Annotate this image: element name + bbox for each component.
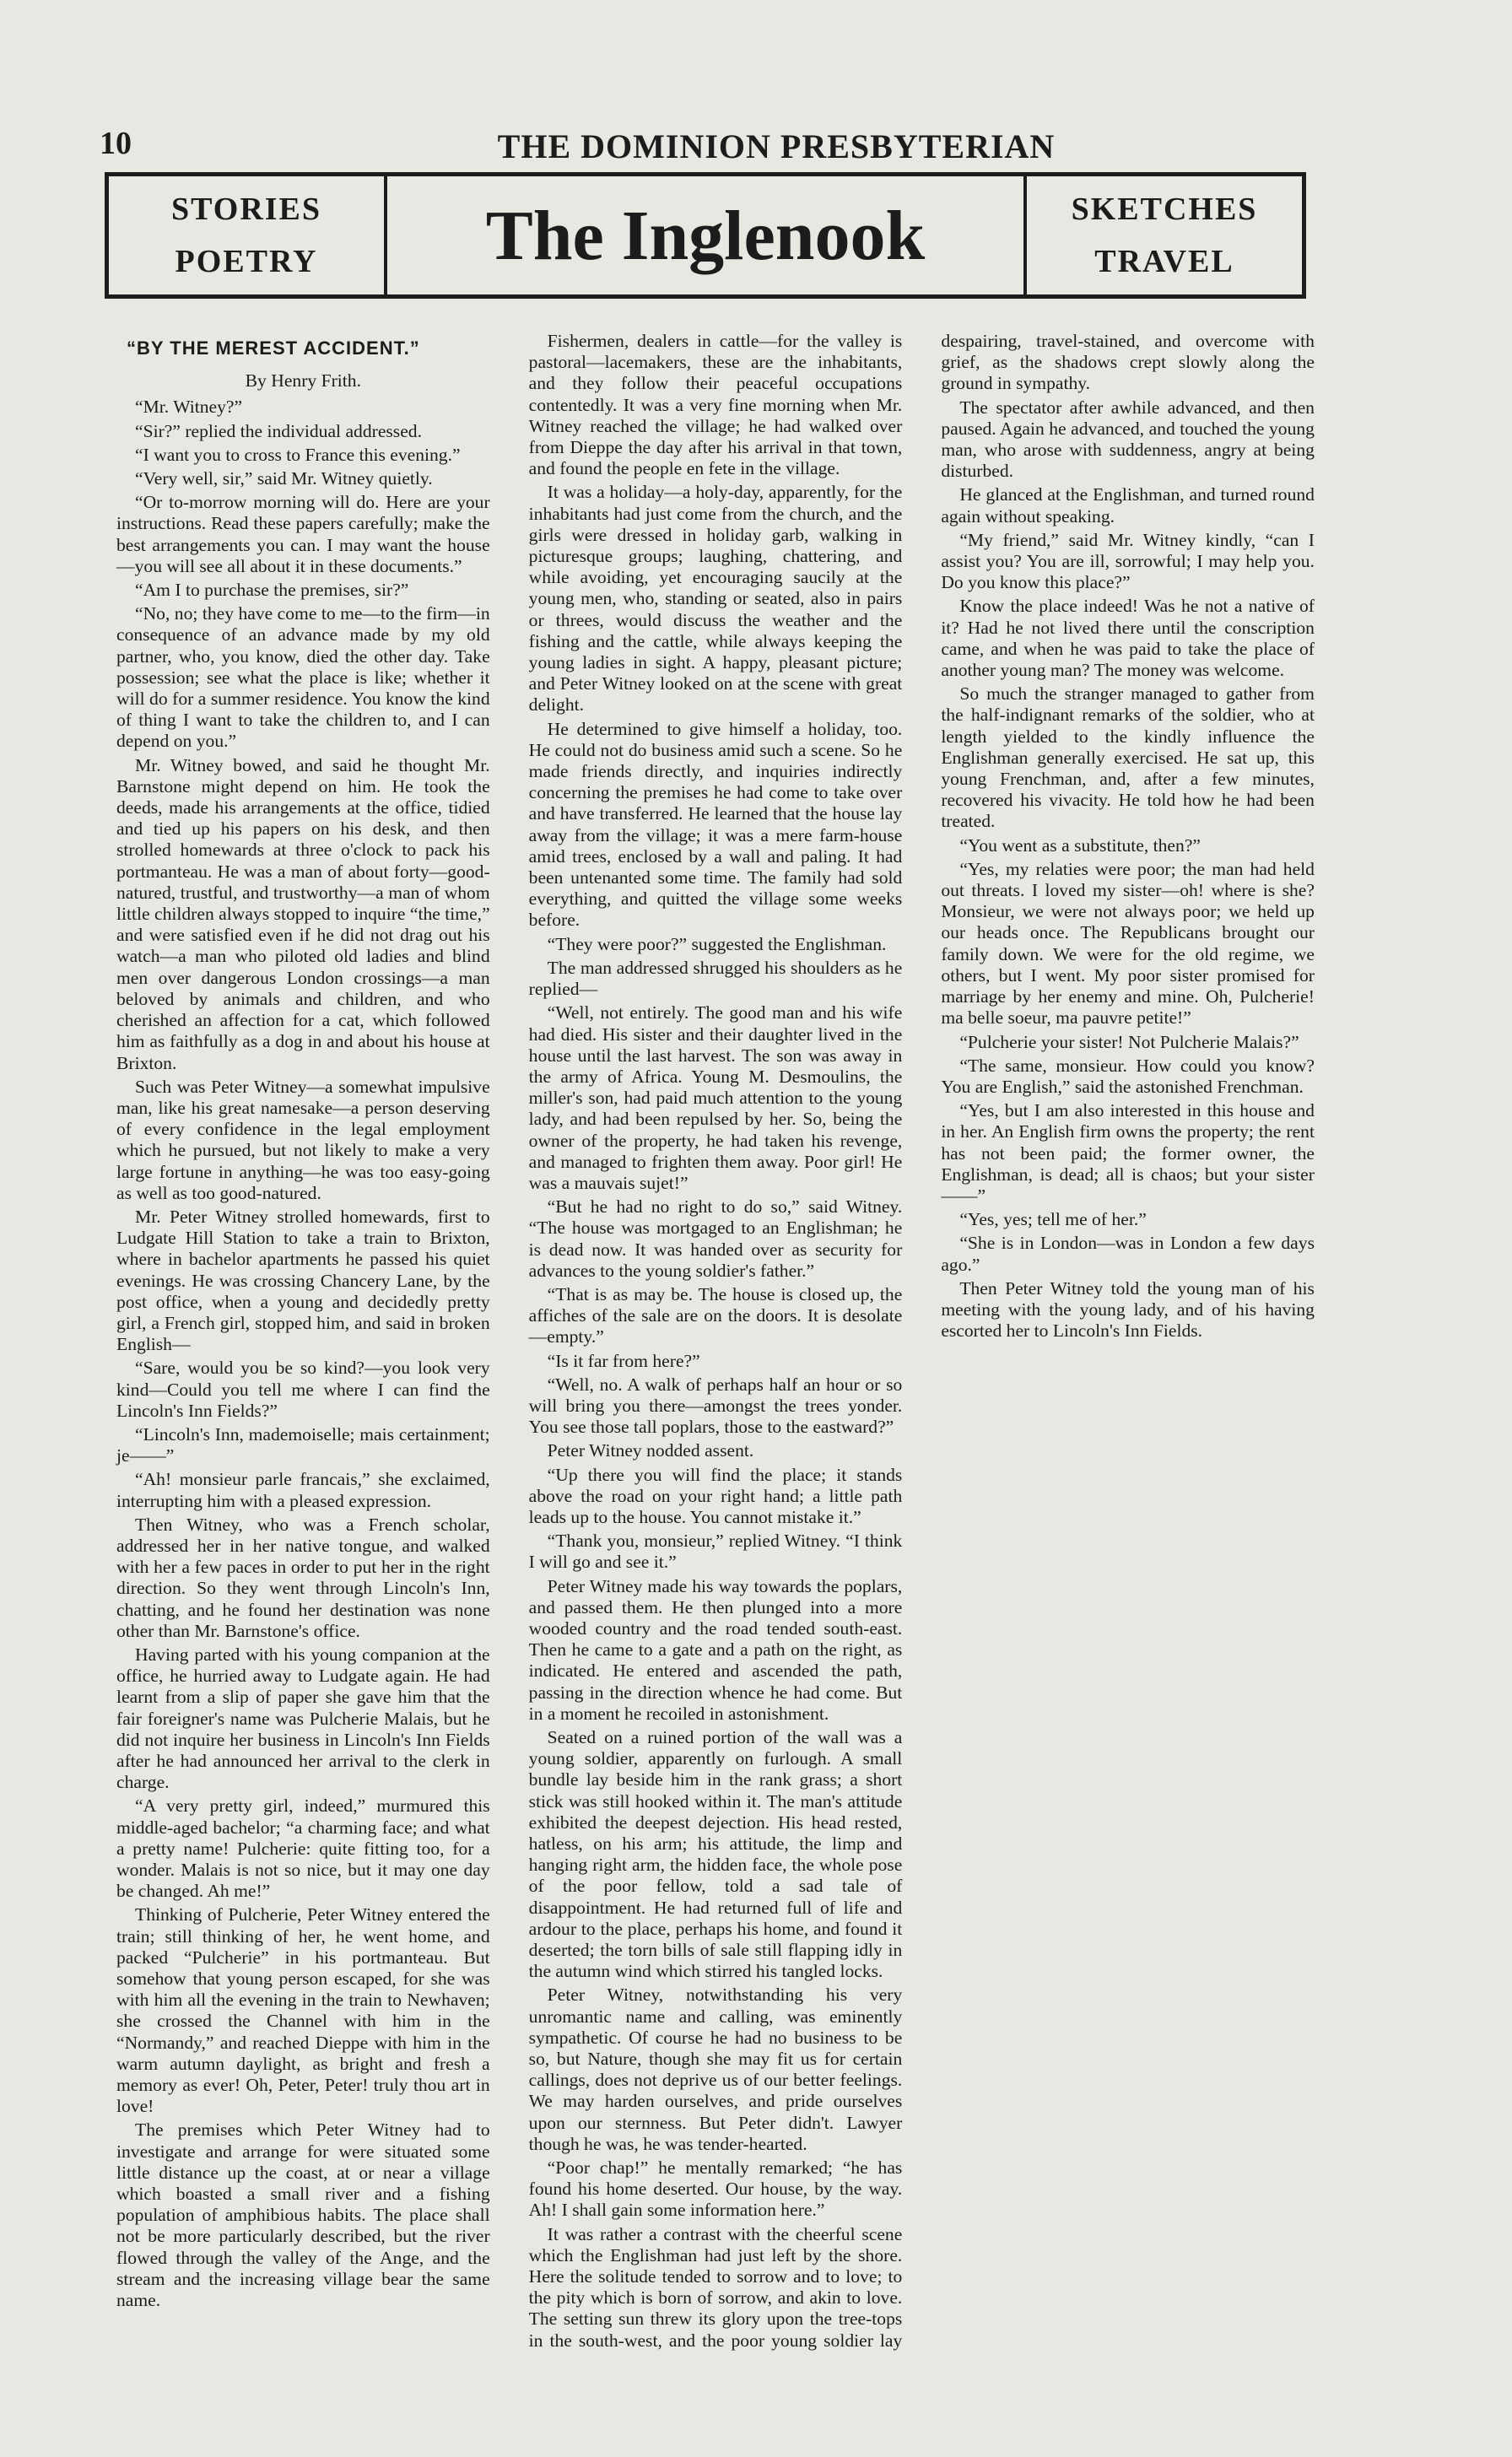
article-paragraph: Mr. Peter Witney strolled homewards, first to Ludgate Hill Station to take a train to Brixton, where in bachelor apartments he passed his quiet evenings. He was crossing Chancery Lane, by the post office, when a young and decidedly pretty girl, a French girl, stopped him, and said in broken English— bbox=[116, 1206, 490, 1355]
article-paragraph: “They were poor?” suggested the Englishman. bbox=[547, 933, 887, 954]
article-paragraph: Then Witney, who was a French scholar, addressed her in her native tongue, and walked with her a few paces in order to put her in the right direction. So they went through Lincoln's Inn, chatting, and he found her destination was none other than Mr. Barnstone's office. bbox=[116, 1514, 490, 1641]
article-paragraph: “That is as may be. The house is closed up, the affiches of the sale are on the doors. It is desolate—empty.” bbox=[528, 1283, 903, 1347]
article-paragraph: “Yes, but I am also interested in this house and in her. An English firm owns the property; the rent has not been paid; the former owner, the Englishman, is dead; all is chaos; but your sister——” bbox=[941, 1100, 1315, 1206]
article-paragraph: “The same, monsieur. How could you know? You are English,” said the astonished Frenchman. bbox=[941, 1055, 1315, 1097]
article-headline: “BY THE MEREST ACCIDENT.” bbox=[127, 338, 420, 359]
article-paragraph: “Well, no. A walk of perhaps half an hour or so will bring you there—amongst the trees yonder. You see those tall poplars, those to the eastward?” bbox=[528, 1374, 903, 1438]
article-paragraph: “You went as a substitute, then?” bbox=[959, 834, 1201, 856]
article-paragraph: “Am I to purchase the premises, sir?” bbox=[135, 580, 409, 601]
article-paragraph: He determined to give himself a holiday, too. He could not do business amid such a scene. So he made friends directly, and inquiries indirectly concerning the premises he had come to take over and have transferred. He learned that the house lay away from the village; it was a mere farm-house amid trees, enclosed by a wall and paling. It had been untenanted some time. The family had sold everything, and quitted the village some weeks before. bbox=[528, 718, 903, 931]
article-paragraph: Peter Witney, notwithstanding his very unromantic name and calling, was eminently sympathetic. Of course he had no business to be so, but Nature, though she may fit us for certain callings, does not deprive us of our better feelings. We may harden ourselves, and pride ourselves upon our sternness. But Peter didn't. Lawyer though he was, he was tender-hearted. bbox=[528, 1984, 903, 2154]
article-paragraph: Such was Peter Witney—a somewhat impulsive man, like his great namesake—a person deserving of every confidence in the legal employment which he pursued, but not likely to make a very large fortune in anything—he was too easy-going as well as too good-natured. bbox=[116, 1076, 490, 1203]
article-paragraph: It was rather a contrast with the cheerful scene which the Englishman had just left by the shore. Here the solitude tended to sorrow and to love; to the pity which is born of sorrow, and akin to love. The setting sun threw its glory upon the tree-tops in the south-west, and the poor young soldier lay despairing, travel-stained, and overcome with grief, as the shadows crept slowly along the ground in sympathy. bbox=[528, 331, 1315, 2351]
right-box-line-2: TRAVEL bbox=[1094, 244, 1234, 279]
article-paragraph: The premises which Peter Witney had to investigate and arrange for were situated some little distance up the coast, at or near a village which boasted a small river and a fishing population of amphibious habits. The place shall not be more particularly described, but the river flowed through the valley of the Ange, and the stream and the increasing village bear the same name. bbox=[116, 2120, 490, 2311]
article-paragraph: “She is in London—was in London a few days ago.” bbox=[941, 1233, 1315, 1275]
article-paragraph: Know the place indeed! Was he not a native of it? Had he not lived there until the conscription came, and when he was paid to take the place of another young man? The money was welcome. bbox=[941, 596, 1315, 681]
article-paragraph: “Up there you will find the place; it stands above the road on your right hand; a little path leads up to the house. You cannot mistake it.” bbox=[528, 1464, 903, 1527]
publication-title: THE DOMINION PRESBYTERIAN bbox=[497, 127, 1056, 165]
section-banner bbox=[105, 172, 1306, 299]
article-paragraph: Mr. Witney bowed, and said he thought Mr. Barnstone might depend on him. He took the deeds, made his arrangements at the office, tidied and tied up his papers on his desk, and then strolled homewards at three o'clock to pack his portmanteau. He was a man of about forty—good-natured, trustful, and trustworthy—a man of whom little children always stopped to inquire “the time,” and were satisfied even if he did not drag out his watch—a man who piloted old ladies and blind men over dangerous London crossings—a man beloved by animals and children, and who cherished an affection for a cat, which followed him as faithfully as a dog in and about his house at Brixton. bbox=[116, 754, 490, 1073]
article-paragraph: “Thank you, monsieur,” replied Witney. “I think I will go and see it.” bbox=[528, 1531, 903, 1573]
article-paragraph: “Ah! monsieur parle francais,” she exclaimed, interrupting him with a pleased expression. bbox=[116, 1469, 490, 1511]
article-byline: By Henry Frith. bbox=[245, 370, 361, 392]
article-paragraph: “Is it far from here?” bbox=[547, 1350, 700, 1371]
article-paragraph: Seated on a ruined portion of the wall was a young soldier, apparently on furlough. A small bundle lay beside him in the rank grass; a short stick was still hooked within it. The man's attitude exhibited the deepest dejection. His head rested, hatless, on his arm; his attitude, the limp and hanging right arm, the hidden face, the whole pose of the poor fellow, told a sad tale of disappointment. He had returned full of life and ardour to the place, perhaps his home, and found it deserted; the torn bills of sale still flapping idly in the autumn wind which stirred his tangled locks. bbox=[528, 1727, 903, 1982]
left-box-line-1: STORIES bbox=[170, 192, 322, 227]
article-paragraph: Peter Witney made his way towards the poplars, and passed them. He then plunged into a more wooded country and the road tended south-east. Then he came to a gate and a path on the right, as indicated. He entered and ascended the path, passing in the direction whence he had come. But in a moment he recoiled in astonishment. bbox=[528, 1575, 903, 1724]
article-paragraph: “I want you to cross to France this evening.” bbox=[135, 444, 461, 465]
left-banner-box bbox=[109, 176, 384, 294]
article-paragraph: Fishermen, dealers in cattle—for the valley is pastoral—lacemakers, these are the inhabitants, and they follow their peaceful occupations contentedly. It was a very fine morning when Mr. Witney reached the village; he had walked over from Dieppe the day after his arrival in that town, and found the people en fete in the village. bbox=[528, 331, 903, 479]
article-paragraph: The spectator after awhile advanced, and then paused. Again he advanced, and touched the young man, who arose with suddenness, angry at being disturbed. bbox=[941, 397, 1315, 482]
article-paragraph: “Pulcherie your sister! Not Pulcherie Malais?” bbox=[959, 1031, 1299, 1052]
article-paragraph: So much the stranger managed to gather from the half-indignant remarks of the soldier, who at length yielded to the kindly influence the Englishman generally exercised. He sat up, this young Frenchman, and, after a few minutes, recovered his vivacity. He told how he had been treated. bbox=[941, 683, 1315, 832]
article-paragraph: Having parted with his young companion at the office, he hurried away to Ludgate again. He had learnt from a slip of paper she gave him that the fair foreigner's name was Pulcherie Malais, but he did not inquire her business in Lincoln's Inn Fields after he had announced her arrival to the clerk in charge. bbox=[116, 1644, 490, 1793]
article-paragraph: “Well, not entirely. The good man and his wife had died. His sister and their daughter lived in the house until the last harvest. The son was away in the army of Africa. Young M. Desmoulins, the miller's son, had paid much attention to the young lady, and had been repulsed by her. So, being the owner of the property, he had taken his revenge, and managed to frighten them away. Poor girl! He was a mauvais sujet!” bbox=[528, 1002, 903, 1193]
article-paragraph: “No, no; they have come to me—to the firm—in consequence of an advance made by my old partner, who, you know, died the other day. Take possession; see what the place is like; whether it will do for a summer residence. You know the kind of thing I want to take the children to, and I can depend on you.” bbox=[116, 603, 490, 752]
article-paragraph: “A very pretty girl, indeed,” murmured this middle-aged bachelor; “a charming face; and what a pretty name! Pulcherie: quite fitting too, for a wonder. Malais is not so nice, but it may one day be changed. Ah me!” bbox=[116, 1796, 490, 1902]
article-paragraph: Peter Witney nodded assent. bbox=[547, 1440, 754, 1461]
article-paragraph: “Yes, my relaties were poor; the man had held out threats. I loved my sister—oh! where is she? Monsieur, we were not always poor; we held up our heads once. The Republicans brought our family down. We were for the old regime, we others, but I went. My poor sister promised for marriage by her enemy and mine. Oh, Pulcherie! ma belle soeur, ma pauvre petite!” bbox=[941, 858, 1315, 1029]
article-paragraph: “Sare, would you be so kind?—you look very kind—Could you tell me where I can find the Lincoln's Inn Fields?” bbox=[116, 1358, 490, 1421]
article-paragraph: “But he had no right to do so,” said Witney. “The house was mortgaged to an Englishman; he is dead now. It was handed over as security for advances to the young soldier's father.” bbox=[528, 1196, 903, 1281]
article-paragraph: Then Peter Witney told the young man of his meeting with the young lady, and of his having escorted her to Lincoln's Inn Fields. bbox=[941, 1277, 1315, 1342]
article-paragraph: “Yes, yes; tell me of her.” bbox=[959, 1209, 1147, 1230]
article-paragraph: “Sir?” replied the individual addressed. bbox=[135, 420, 422, 441]
article-paragraph: “My friend,” said Mr. Witney kindly, “can I assist you? You are ill, sorrowful; I may help you. Do you know this place?” bbox=[941, 529, 1315, 593]
right-box-line-1: SKETCHES bbox=[1071, 192, 1258, 227]
article-paragraph: “Or to-morrow morning will do. Here are your instructions. Read these papers carefully; make the best arrangements you can. I may want the house—you will see all about it in these documents.” bbox=[116, 492, 490, 576]
right-banner-box bbox=[1027, 176, 1302, 294]
section-title: The Inglenook bbox=[485, 196, 926, 275]
page-number: 10 bbox=[100, 126, 132, 161]
article-paragraph: It was a holiday—a holy-day, apparently, for the inhabitants had just come from the church, and the girls were dressed in holiday garb, walking in picturesque groups; laughing, chattering, and while avoiding, yet encouraging saucily at the young men, who, standing or seated, also in pairs or threes, would discuss the weather and the fishing and the cattle, while always keeping the young ladies in sight. A happy, pleasant picture; and Peter Witney looked on at the scene with great delight. bbox=[528, 482, 903, 716]
left-box-line-2: POETRY bbox=[175, 244, 318, 279]
article-body bbox=[116, 331, 1315, 2356]
article-paragraph: The man addressed shrugged his shoulders as he replied— bbox=[528, 957, 903, 1000]
article-paragraph: “Very well, sir,” said Mr. Witney quietly. bbox=[135, 468, 433, 489]
article-paragraph: “Lincoln's Inn, mademoiselle; mais certainment; je——” bbox=[116, 1423, 490, 1466]
article-paragraph: Thinking of Pulcherie, Peter Witney entered the train; still thinking of her, he went home, and packed “Pulcherie” in his portmanteau. But somehow that young person escaped, for she was with him all the evening in the train to Newhaven; she crossed the Channel with him in the “Normandy,” and reached Dieppe with him in the warm autumn daylight, as bright and fresh a memory as ever! Oh, Peter, Peter! truly thou art in love! bbox=[116, 1904, 490, 2117]
article-paragraph: “Poor chap!” he mentally remarked; “he has found his home deserted. Our house, by the way. Ah! I shall gain some information here.” bbox=[528, 2157, 903, 2221]
article-paragraph: He glanced at the Englishman, and turned round again without speaking. bbox=[941, 484, 1315, 526]
article-paragraph: “Mr. Witney?” bbox=[135, 397, 243, 418]
